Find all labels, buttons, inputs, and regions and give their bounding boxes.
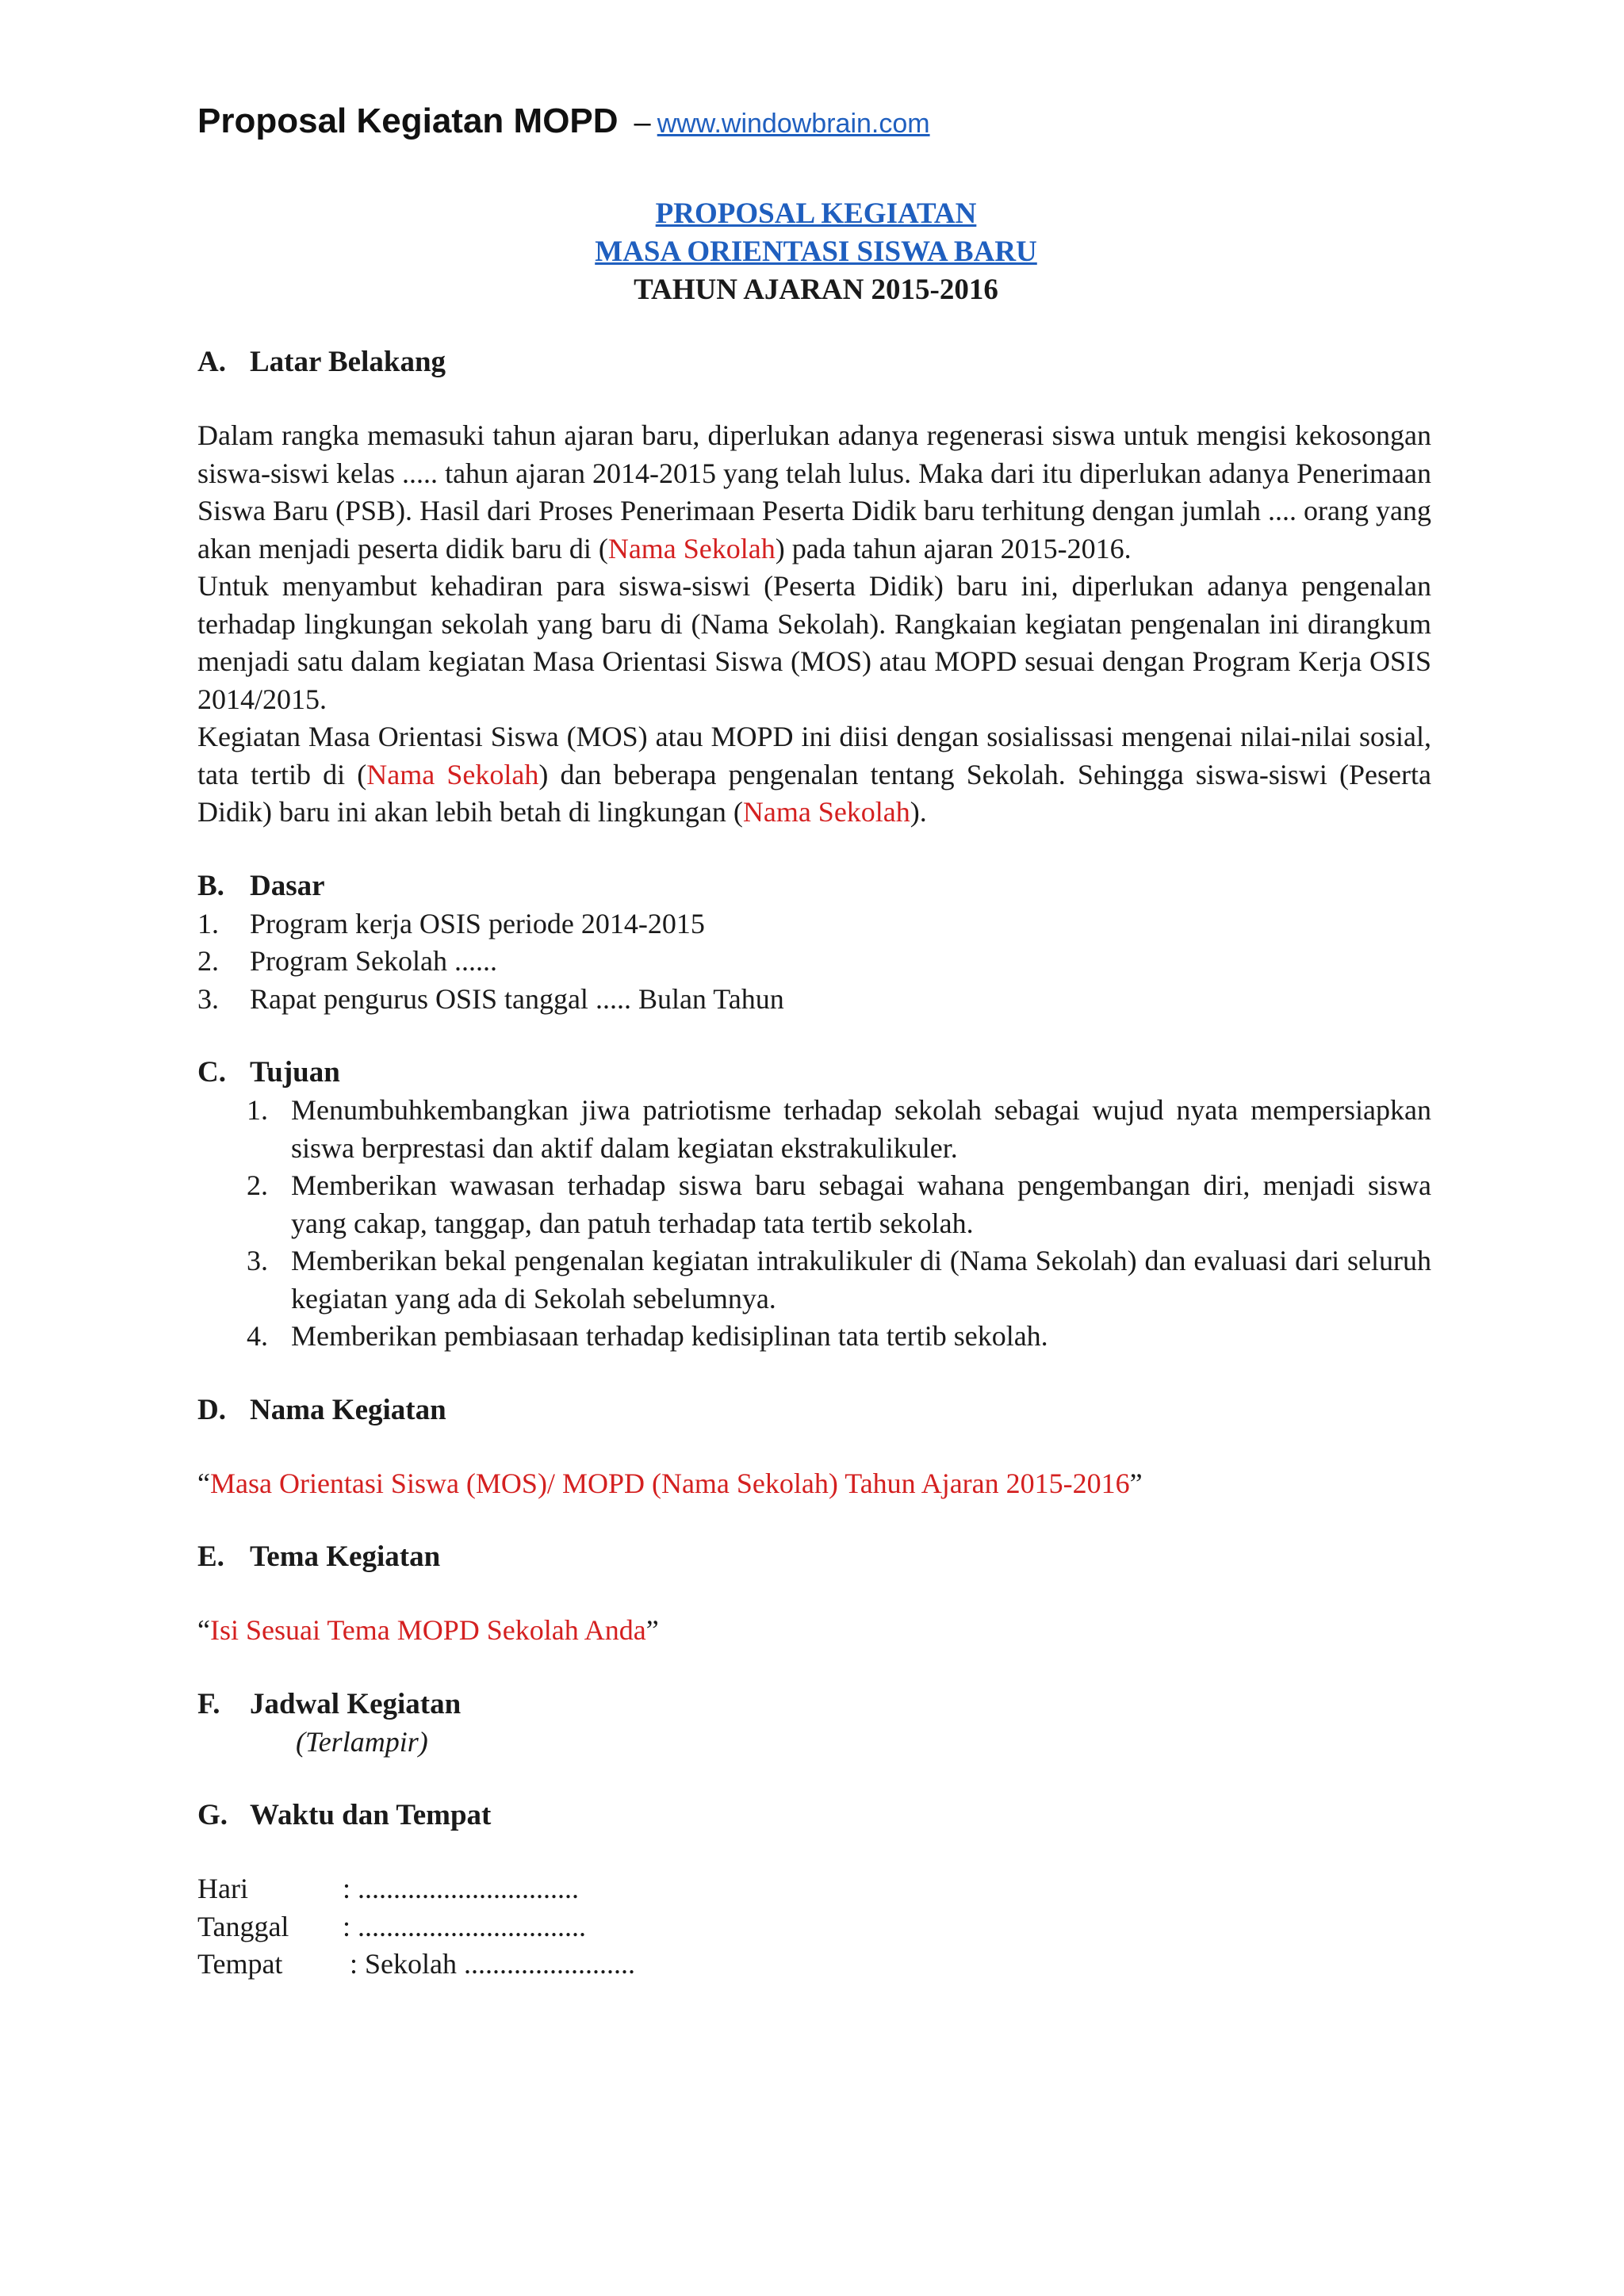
section-a-heading	[197, 343, 1431, 381]
proposal-title: PROPOSAL KEGIATAN	[655, 197, 977, 230]
section-letter: D.	[197, 1393, 226, 1426]
section-title: Latar Belakang	[250, 346, 446, 378]
document-body	[197, 343, 1431, 1984]
dasar-list	[197, 905, 1431, 1019]
section-c-heading	[197, 1054, 1431, 1092]
table-row: Tempat : Sekolah ........................	[197, 1948, 635, 1980]
list-item: 1. Program kerja OSIS periode 2014-2015	[197, 907, 705, 939]
section-letter: F.	[197, 1687, 220, 1720]
header-link[interactable]: www.windowbrain.com	[657, 109, 930, 139]
nama-kegiatan-value: “Masa Orientasi Siswa (MOS)/ MOPD (Nama Sekolah) Tahun Ajaran 2015-2016”	[197, 1467, 1143, 1499]
tujuan-list	[197, 1092, 1431, 1356]
list-item: 3. Memberikan bekal pengenalan kegiatan intrakulikuler di (Nama Sekolah) dan evaluasi dari seluruh kegiatan yang ada di Sekolah sebelumnya.	[247, 1245, 1431, 1314]
section-letter: E.	[197, 1540, 224, 1573]
section-title: Tujuan	[250, 1056, 340, 1089]
section-f-heading	[197, 1686, 1431, 1724]
section-title: Tema Kegiatan	[250, 1540, 441, 1573]
tema-kegiatan-value: “Isi Sesuai Tema MOPD Sekolah Anda”	[197, 1614, 659, 1646]
latar-belakang-paragraph-3: Kegiatan Masa Orientasi Siswa (MOS) atau MOPD ini diisi dengan sosialissasi mengenai nilai-nilai sosial, tata tertib di (Nama Sekolah) dan beberapa pengenalan tentang Sekolah. Sehingga siswa-siswi (Peserta Didik) baru ini akan lebih betah di lingkungan (Nama Sekolah).	[197, 721, 1431, 828]
section-letter: G.	[197, 1799, 228, 1831]
list-item: 4. Memberikan pembiasaan terhadap kedisiplinan tata tertib sekolah.	[247, 1320, 1048, 1352]
jadwal-note: (Terlampir)	[296, 1725, 428, 1758]
section-title: Jadwal Kegiatan	[250, 1687, 462, 1720]
waktu-tempat-table	[197, 1870, 1431, 1984]
section-title: Waktu dan Tempat	[250, 1799, 492, 1831]
section-b-heading	[197, 867, 1431, 905]
table-row: Hari : ...............................	[197, 1873, 580, 1904]
latar-belakang-paragraph-1: Dalam rangka memasuki tahun ajaran baru, diperlukan adanya regenerasi siswa untuk mengisi kekosongan siswa-siswi kelas ..... tahun ajaran 2014-2015 yang telah lulus. Maka dari itu diperlukan adanya Penerimaan Siswa Baru (PSB). Hasil dari Proses Penerimaan Peserta Didik baru terhitung dengan jumlah .... orang yang akan menjadi peserta didik baru di (Nama Sekolah) pada tahun ajaran 2015-2016.	[197, 419, 1431, 564]
latar-belakang-paragraph-2: Untuk menyambut kehadiran para siswa-siswi (Peserta Didik) baru ini, diperlukan adanya pengenalan terhadap lingkungan sekolah yang baru di (Nama Sekolah). Rangkaian kegiatan pengenalan ini dirangkum menjadi satu dalam kegiatan Masa Orientasi Siswa (MOS) atau MOPD sesuai dengan Program Kerja OSIS 2014/2015.	[197, 570, 1431, 715]
list-item: 2. Program Sekolah ......	[197, 945, 497, 977]
table-row: Tanggal : ................................	[197, 1910, 587, 1942]
proposal-year: TAHUN AJARAN 2015-2016	[634, 274, 998, 306]
proposal-subtitle: MASA ORIENTASI SISWA BARU	[595, 235, 1037, 268]
list-item: 3. Rapat pengurus OSIS tanggal ..... Bulan Tahun	[197, 982, 784, 1015]
school-name-placeholder: Nama Sekolah	[366, 758, 539, 790]
page-header	[197, 101, 930, 141]
proposal-title-block	[197, 195, 1434, 309]
list-item: 2. Memberikan wawasan terhadap siswa baru sebagai wahana pengembangan diri, menjadi siswa yang cakap, tanggap, dan patuh terhadap tata tertib sekolah.	[247, 1169, 1431, 1239]
school-name-placeholder: Nama Sekolah	[742, 796, 910, 828]
section-letter: A.	[197, 346, 226, 378]
section-title: Nama Kegiatan	[250, 1393, 446, 1426]
section-g-heading	[197, 1797, 1431, 1835]
section-d-heading	[197, 1391, 1431, 1429]
section-letter: C.	[197, 1056, 226, 1089]
header-title: Proposal Kegiatan MOPD	[197, 101, 619, 140]
school-name-placeholder: Nama Sekolah	[607, 532, 776, 564]
section-e-heading	[197, 1538, 1431, 1576]
section-letter: B.	[197, 869, 224, 902]
section-title: Dasar	[250, 869, 325, 902]
header-dash: –	[634, 106, 651, 140]
list-item: 1. Menumbuhkembangkan jiwa patriotisme terhadap sekolah sebagai wujud nyata mempersiapkan siswa berprestasi dan aktif dalam kegiatan ekstrakulikuler.	[247, 1094, 1431, 1164]
